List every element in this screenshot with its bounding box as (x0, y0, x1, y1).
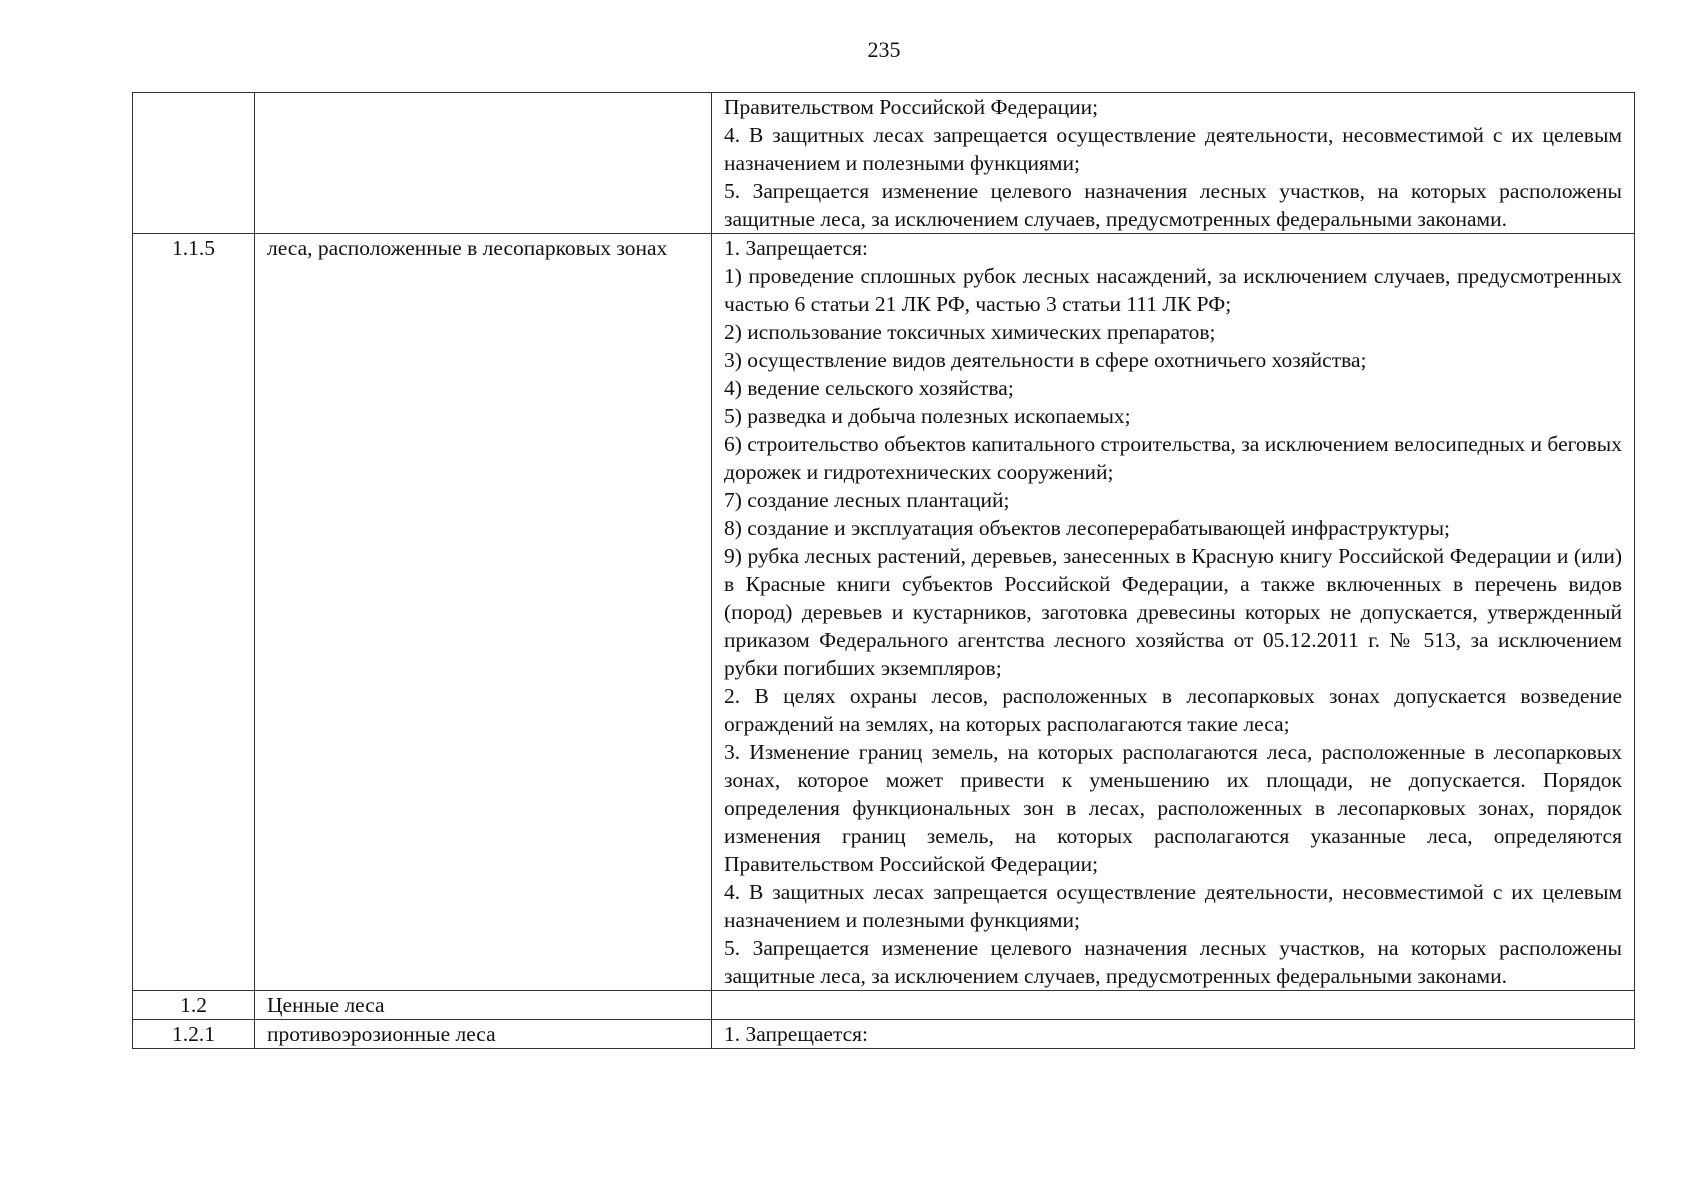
forest-category: леса, расположенные в лесопарковых зонах (255, 234, 712, 991)
paragraph: 5. Запрещается изменение целевого назначения лесных участков, на которых расположены защитные леса, за исключением случаев, предусмотренных федеральными законами. (724, 936, 1622, 988)
row-number (133, 93, 255, 234)
paragraph: 6) строительство объектов капитального строительства, за исключением велосипедных и беговых дорожек и гидротехнических сооружений; (724, 432, 1622, 484)
table-row (133, 93, 1635, 234)
table-row (133, 1020, 1635, 1049)
forest-category (255, 93, 712, 234)
paragraph: 4) ведение сельского хозяйства; (724, 376, 1014, 400)
paragraph: 2. В целях охраны лесов, расположенных в лесопарковых зонах допускается возведение ограждений на землях, на которых располагаются такие леса; (724, 684, 1622, 736)
restrictions-text (712, 234, 1635, 991)
paragraph: 1. Запрещается: (724, 1022, 869, 1046)
paragraph: 1. Запрещается: (724, 236, 869, 260)
paragraph: 5) разведка и добыча полезных ископаемых; (724, 404, 1131, 428)
page-number: 235 (867, 37, 901, 62)
restrictions-text (712, 991, 1635, 1020)
paragraph: 3) осуществление видов деятельности в сфере охотничьего хозяйства; (724, 348, 1367, 372)
paragraph: 5. Запрещается изменение целевого назначения лесных участков, на которых расположены защитные леса, за исключением случаев, предусмотренных федеральными законами. (724, 179, 1622, 231)
paragraph: 1) проведение сплошных рубок лесных насаждений, за исключением случаев, предусмотренных частью 6 статьи 21 ЛК РФ, частью 3 статьи 111 ЛК РФ; (724, 264, 1622, 316)
restrictions-text (712, 1020, 1635, 1049)
restrictions-table (132, 92, 1635, 1049)
row-number: 1.1.5 (133, 234, 255, 991)
paragraph: 2) использование токсичных химических препаратов; (724, 320, 1216, 344)
paragraph: Правительством Российской Федерации; (724, 95, 1099, 119)
paragraph: 4. В защитных лесах запрещается осуществление деятельности, несовместимой с их целевым назначением и полезными функциями; (724, 123, 1622, 175)
table-row (133, 234, 1635, 991)
paragraph: 9) рубка лесных растений, деревьев, занесенных в Красную книгу Российской Федерации и (или) в Красные книги субъектов Российской Федерации, а также включенных в перечень видов (пород) деревьев и кустарников, заготовка древесины которых не допускается, утвержденный приказом Федерального агентства лесного хозяйства от 05.12.2011 г. № 513, за исключением рубки погибших экземпляров; (724, 544, 1622, 680)
paragraph: 4. В защитных лесах запрещается осуществление деятельности, несовместимой с их целевым назначением и полезными функциями; (724, 880, 1622, 932)
table-row (133, 991, 1635, 1020)
paragraph: 7) создание лесных плантаций; (724, 488, 1010, 512)
restrictions-text (712, 93, 1635, 234)
paragraph: 3. Изменение границ земель, на которых располагаются леса, расположенные в лесопарковых зонах, которое может привести к уменьшению их площади, не допускается. Порядок определения функциональных зон в лесах, расположенных в лесопарковых зонах, порядок изменения границ земель, на которых располагаются указанные леса, определяются Правительством Российской Федерации; (724, 740, 1622, 876)
forest-category: противоэрозионные леса (255, 1020, 712, 1049)
row-number: 1.2.1 (133, 1020, 255, 1049)
row-number: 1.2 (133, 991, 255, 1020)
forest-category: Ценные леса (255, 991, 712, 1020)
paragraph: 8) создание и эксплуатация объектов лесоперерабатывающей инфраструктуры; (724, 516, 1450, 540)
